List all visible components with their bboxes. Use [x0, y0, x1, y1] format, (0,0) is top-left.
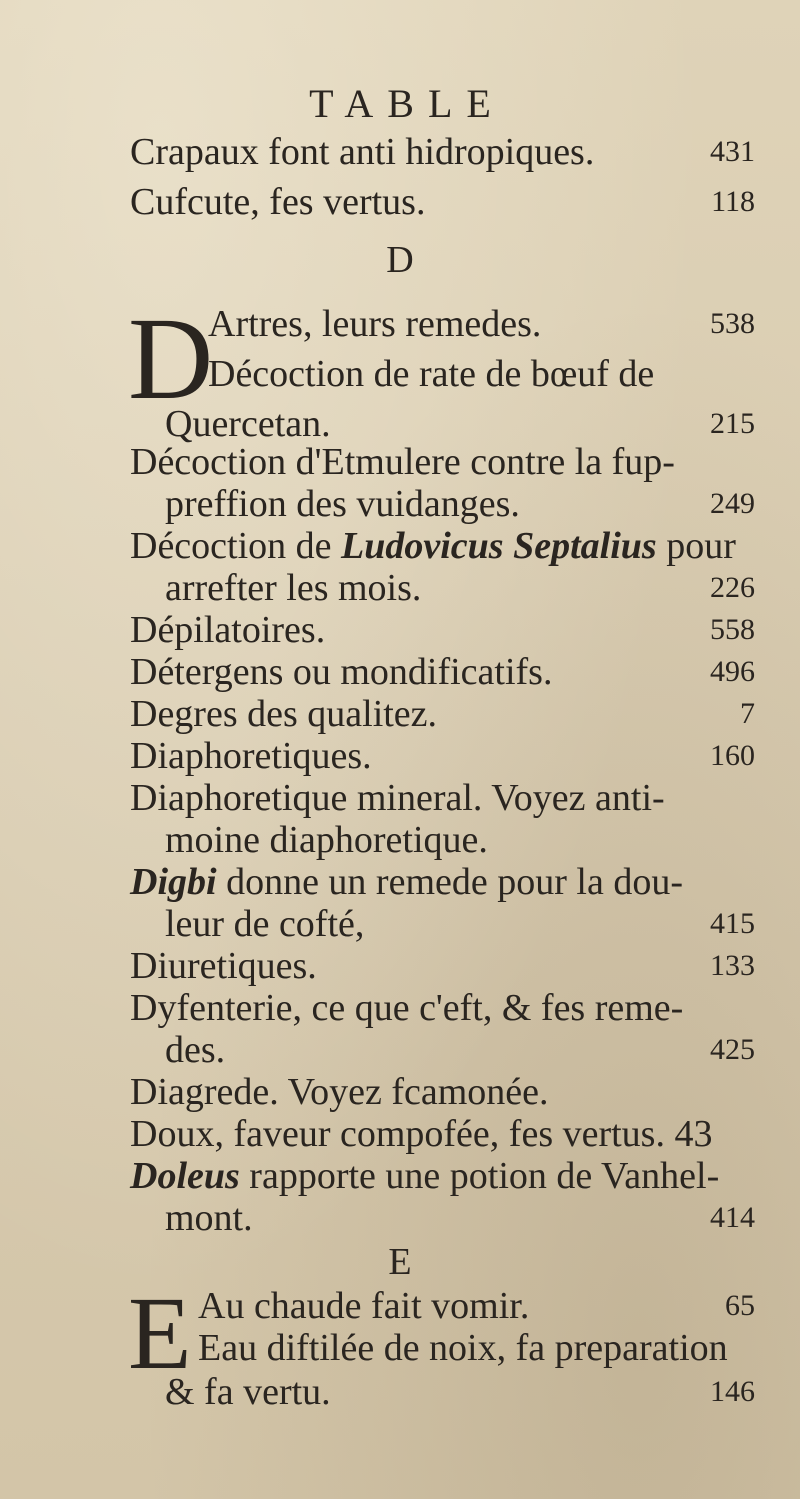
entry-text: Artres, leurs remedes. — [208, 303, 542, 345]
entry-page: 558 — [710, 613, 755, 646]
entry-text: Diaphoretiques. — [130, 735, 372, 777]
entry-text: Degres des qualitez. — [130, 693, 438, 735]
index-entry — [0, 298, 800, 350]
entry-text: Dépilatoires. — [130, 609, 326, 651]
entry-page: 215 — [710, 407, 755, 440]
entry-text: Diuretiques. — [130, 945, 317, 987]
entry-text-part: donne un remede pour la dou- — [216, 861, 683, 903]
entry-text-part: Décoction de — [130, 525, 342, 567]
entry-text: Diaphoretique mineral. Voyez anti- — [130, 777, 665, 819]
entry-text-part: rapporte une potion de Vanhel- — [239, 1155, 720, 1197]
entry-page: 160 — [710, 739, 755, 772]
entry-text: Crapaux font anti hidropiques. — [130, 131, 595, 173]
entry-page: 7 — [740, 697, 755, 730]
entry-text: Décoction de rate de bœuf de — [208, 353, 655, 395]
entry-page: 425 — [710, 1033, 755, 1066]
author-name: Doleus — [130, 1155, 240, 1197]
entry-text: mont. — [165, 1197, 253, 1239]
entry-page: 146 — [710, 1375, 755, 1408]
entry-text: Décoction d'Etmulere contre la fup- — [130, 441, 675, 483]
entry-text: des. — [165, 1029, 226, 1071]
entry-text: arrefter les mois. — [165, 567, 422, 609]
entry-text: Au chaude fait vomir. — [198, 1285, 530, 1327]
entry-text: Quercetan. — [165, 403, 331, 445]
index-entry — [0, 348, 800, 400]
entry-page: 415 — [710, 907, 755, 940]
entry-page: 133 — [710, 949, 755, 982]
index-entry-continuation — [0, 1192, 800, 1244]
index-entry — [0, 126, 800, 178]
entry-page: 65 — [725, 1289, 755, 1322]
dropcap-e: E — [128, 1276, 192, 1391]
entry-text: Doux, faveur compofée, fes vertus. 43 — [130, 1113, 713, 1155]
entry-text: leur de cofté, — [165, 903, 365, 945]
entry-text: Dyfenterie, ce que c'eft, & fes reme- — [130, 987, 684, 1029]
author-name: Digbi — [130, 861, 217, 903]
entry-text: Diagrede. Voyez fcamonée. — [130, 1071, 549, 1113]
entry-page: 249 — [710, 487, 755, 520]
entry-text: preffion des vuidanges. — [165, 483, 520, 525]
entry-text: Détergens ou mondificatifs. — [130, 651, 553, 693]
entry-text-part: pour — [656, 525, 736, 567]
entry-page: 496 — [710, 655, 755, 688]
author-name: Ludovicus Septalius — [341, 525, 657, 567]
entry-text: Eau diftilée de noix, fa preparation — [198, 1327, 728, 1369]
section-letter-d: D — [386, 239, 414, 281]
dropcap-d: D — [128, 293, 214, 424]
entry-page: 226 — [710, 571, 755, 604]
entry-text: & fa vertu. — [165, 1371, 331, 1413]
entry-page: 431 — [710, 135, 755, 168]
section-letter-e: E — [388, 1241, 412, 1283]
entry-page: 538 — [710, 307, 755, 340]
entry-text: Cufcute, fes vertus. — [130, 181, 426, 223]
entry-page: 118 — [711, 185, 755, 218]
entry-text: moine diaphoretique. — [165, 819, 488, 861]
entry-page: 414 — [710, 1201, 755, 1234]
index-entry-continuation — [0, 1366, 800, 1418]
index-entry — [0, 176, 800, 228]
running-header: TABLE — [309, 81, 505, 126]
